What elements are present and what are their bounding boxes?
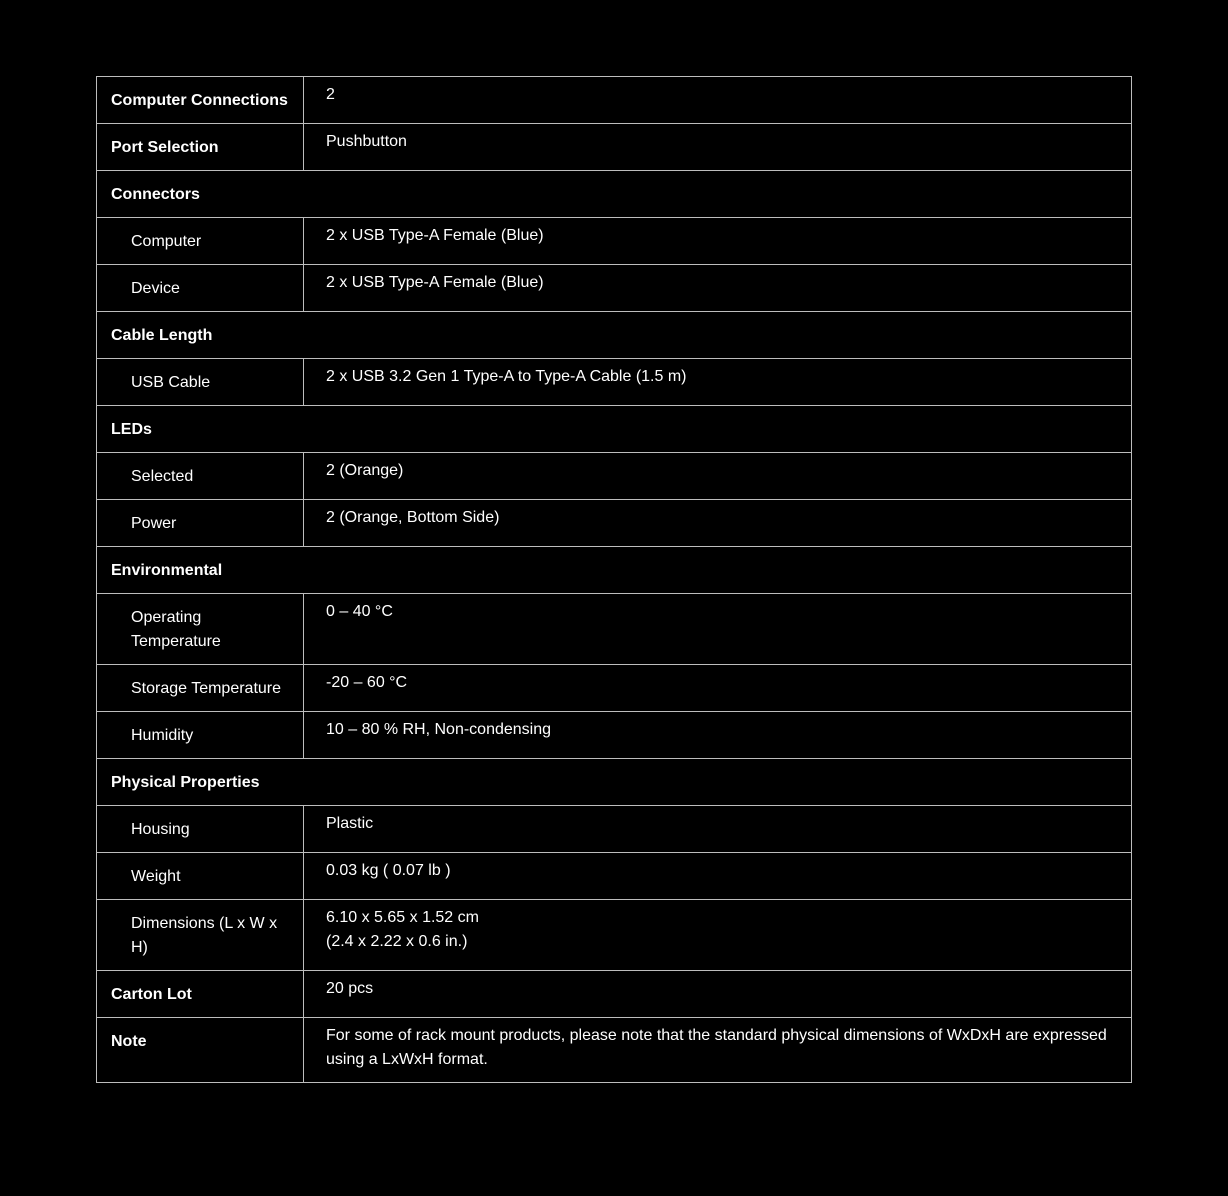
spec-sub-row	[97, 218, 1132, 265]
spec-sub-label: Device	[97, 265, 304, 312]
spec-sub-label: Computer	[97, 218, 304, 265]
section-heading: LEDs	[97, 406, 1132, 453]
spec-value	[304, 218, 1132, 265]
spec-value	[304, 712, 1132, 759]
spec-value-line: 2 (Orange)	[326, 462, 404, 479]
spec-row	[97, 77, 1132, 124]
spec-label: Computer Connections	[97, 77, 304, 124]
spec-sub-label: Weight	[97, 853, 304, 900]
spec-value	[304, 665, 1132, 712]
spec-sub-row	[97, 594, 1132, 665]
spec-value	[304, 594, 1132, 665]
section-heading: Connectors	[97, 171, 1132, 218]
spec-value-line: Plastic	[326, 815, 374, 832]
spec-value-line: 2 (Orange, Bottom Side)	[326, 509, 500, 526]
spec-value-line: 6.10 x 5.65 x 1.52 cm	[326, 909, 479, 926]
specifications-table-body	[97, 77, 1132, 1083]
spec-sub-label: Housing	[97, 806, 304, 853]
spec-value-line: (2.4 x 2.22 x 0.6 in.)	[326, 933, 468, 950]
section-row	[97, 547, 1132, 594]
spec-value	[304, 124, 1132, 171]
spec-sub-row	[97, 500, 1132, 547]
spec-value	[304, 359, 1132, 406]
section-row	[97, 759, 1132, 806]
spec-sub-label: Power	[97, 500, 304, 547]
spec-label: Note	[97, 1018, 304, 1083]
spec-sub-row	[97, 265, 1132, 312]
spec-value-line: For some of rack mount products, please note that the standard physical dimensions of WxDxH are expressed using a LxWxH format.	[326, 1027, 1107, 1068]
spec-value-line: 2 x USB Type-A Female (Blue)	[326, 274, 544, 291]
spec-label: Port Selection	[97, 124, 304, 171]
spec-row	[97, 971, 1132, 1018]
spec-value	[304, 900, 1132, 971]
section-heading: Environmental	[97, 547, 1132, 594]
spec-value	[304, 1018, 1132, 1083]
spec-sub-row	[97, 712, 1132, 759]
spec-value	[304, 806, 1132, 853]
section-heading: Cable Length	[97, 312, 1132, 359]
section-row	[97, 406, 1132, 453]
spec-sub-row	[97, 806, 1132, 853]
spec-row	[97, 1018, 1132, 1083]
spec-sub-label: Storage Temperature	[97, 665, 304, 712]
spec-sub-label: Humidity	[97, 712, 304, 759]
spec-value	[304, 853, 1132, 900]
spec-sub-label: Operating Temperature	[97, 594, 304, 665]
spec-sub-row	[97, 900, 1132, 971]
spec-value-line: 10 – 80 % RH, Non-condensing	[326, 721, 552, 738]
spec-value-line: 0 – 40 °C	[326, 603, 393, 620]
spec-value	[304, 77, 1132, 124]
spec-sub-label: Selected	[97, 453, 304, 500]
spec-sub-row	[97, 853, 1132, 900]
spec-sub-row	[97, 359, 1132, 406]
spec-value	[304, 971, 1132, 1018]
spec-row	[97, 124, 1132, 171]
spec-value-line: Pushbutton	[326, 133, 407, 150]
section-heading: Physical Properties	[97, 759, 1132, 806]
spec-value-line: 2	[326, 86, 335, 103]
spec-label: Carton Lot	[97, 971, 304, 1018]
specifications-table	[96, 76, 1132, 1083]
spec-sub-label: USB Cable	[97, 359, 304, 406]
section-row	[97, 312, 1132, 359]
spec-value	[304, 265, 1132, 312]
spec-value-line: 20 pcs	[326, 980, 374, 997]
spec-value	[304, 453, 1132, 500]
spec-value-line: 0.03 kg ( 0.07 lb )	[326, 862, 451, 879]
spec-value-line: -20 – 60 °C	[326, 674, 408, 691]
spec-sub-row	[97, 453, 1132, 500]
spec-sub-row	[97, 665, 1132, 712]
spec-value-line: 2 x USB 3.2 Gen 1 Type-A to Type-A Cable (1.5 m)	[326, 368, 687, 385]
spec-value-line: 2 x USB Type-A Female (Blue)	[326, 227, 544, 244]
spec-sub-label: Dimensions (L x W x H)	[97, 900, 304, 971]
section-row	[97, 171, 1132, 218]
spec-value	[304, 500, 1132, 547]
